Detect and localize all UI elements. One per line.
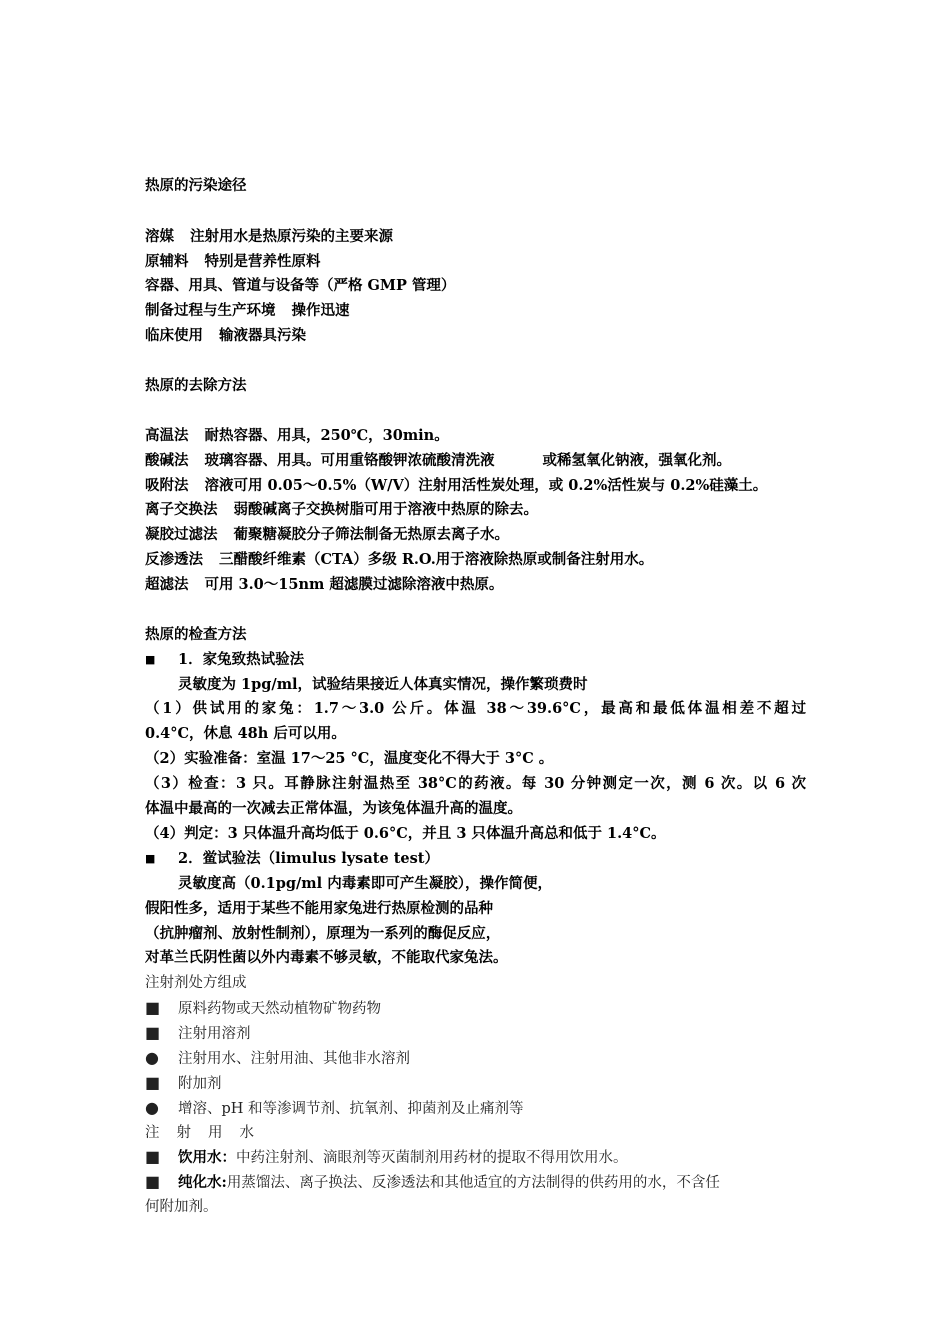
item-desc: 操作迅速	[291, 302, 350, 319]
rabbit-line: 灵敏度为 1pg/ml，试验结果接近人体真实情况，操作繁琐费时	[178, 676, 588, 693]
water-item-continuation: 何附加剂。	[145, 1199, 218, 1215]
rabbit-test-heading	[145, 651, 304, 669]
water-item-desc: 中药注射剂、滴眼剂等灭菌制剂用药材的提取不得用饮用水。	[236, 1150, 628, 1166]
removal-item	[145, 427, 449, 445]
circle-bullet-icon: ●	[145, 1098, 159, 1117]
item-term: 溶媒	[145, 228, 174, 245]
section-title-testing: 热原的检查方法	[145, 626, 247, 643]
water-item	[145, 1173, 720, 1192]
item-term: 超滤法	[145, 576, 189, 593]
square-bullet-icon: ■	[145, 1073, 161, 1092]
item-term: 反渗透法	[145, 551, 203, 568]
square-bullet-icon: ■	[145, 653, 156, 666]
item-desc: 溶液可用 0.05～0.5%（W/V）注射用活性炭处理，或 0.2%活性炭与 0.2%硅藻土。	[204, 477, 768, 494]
item-desc: 注射用水是热原污染的主要来源	[190, 228, 393, 245]
item-desc: 弱酸碱离子交换树脂可用于溶液中热原的除去。	[233, 501, 538, 518]
contamination-item	[145, 277, 455, 295]
formulation-item	[145, 1099, 524, 1118]
section-title-contamination: 热原的污染途径	[145, 177, 247, 194]
rabbit-heading-text: 1．家兔致热试验法	[178, 651, 305, 668]
formulation-item-text: 注射用水、注射用油、其他非水溶剂	[178, 1051, 410, 1067]
item-desc: 玻璃容器、用具。可用重铬酸钾浓硫酸清洗液	[204, 452, 495, 469]
circle-bullet-icon: ●	[145, 1048, 159, 1067]
item-term: 吸附法	[145, 477, 189, 494]
removal-item	[145, 576, 503, 594]
rabbit-line: 体温中最高的一次减去正常体温，为该兔体温升高的温度。	[145, 800, 522, 817]
formulation-item-text: 原料药物或天然动植物矿物药物	[178, 1001, 381, 1017]
square-bullet-icon: ■	[145, 998, 161, 1017]
removal-item	[145, 526, 509, 544]
item-term: 高温法	[145, 427, 189, 444]
rabbit-line: （1）供试用的家兔：1.7～3.0 公斤。体温 38～39.6°C，最高和最低体温相差不超过	[145, 700, 806, 717]
contamination-item	[145, 302, 350, 320]
section-title-water: 注射用水	[145, 1125, 271, 1141]
square-bullet-icon: ■	[145, 1172, 161, 1191]
water-item-term: 饮用水：	[178, 1149, 236, 1166]
item-term: 离子交换法	[145, 501, 218, 518]
contamination-item	[145, 253, 321, 271]
square-bullet-icon: ■	[145, 1147, 161, 1166]
item-term: 凝胶过滤法	[145, 526, 218, 543]
limulus-line: （抗肿瘤剂、放射性制剂），原理为一系列的酶促反应，	[145, 925, 501, 942]
rabbit-line: （4）判定：3 只体温升高均低于 0.6°C，并且 3 只体温升高总和低于 1.4°C。	[145, 825, 666, 842]
item-desc: 葡聚糖凝胶分子筛法制备无热原去离子水。	[233, 526, 509, 543]
rabbit-line: （3）检查：3 只。耳静脉注射温热至 38°C的药液。每 30 分钟测定一次，测 6 次。以 6 次	[145, 775, 806, 792]
contamination-item	[145, 228, 393, 246]
formulation-item	[145, 999, 381, 1018]
section-title-removal: 热原的去除方法	[145, 377, 247, 394]
item-desc: 输液器具污染	[219, 327, 306, 344]
item-desc: 容器、用具、管道与设备等（严格 GMP 管理）	[145, 277, 456, 294]
limulus-test-heading	[145, 850, 439, 868]
limulus-line: 灵敏度高（0.1pg/ml 内毒素即可产生凝胶），操作简便，	[178, 875, 552, 892]
removal-item	[145, 501, 538, 519]
item-term: 临床使用	[145, 327, 203, 344]
removal-item	[145, 477, 767, 495]
item-term: 酸碱法	[145, 452, 189, 469]
limulus-heading-text: 2．鲎试验法（limulus lysate test）	[178, 850, 439, 867]
item-desc: 特别是营养性原料	[204, 253, 321, 270]
item-term: 原辅料	[145, 253, 189, 270]
item-desc: 可用 3.0～15nm 超滤膜过滤除溶液中热原。	[204, 576, 504, 593]
limulus-line: 假阳性多，适用于某些不能用家兔进行热原检测的品种	[145, 900, 493, 917]
formulation-item	[145, 1024, 251, 1043]
limulus-line: 对革兰氏阴性菌以外内毒素不够灵敏，不能取代家兔法。	[145, 949, 508, 966]
removal-item	[145, 551, 653, 569]
water-item-desc: 用蒸馏法、离子换法、反渗透法和其他适宜的方法制得的供药用的水，不含任	[226, 1175, 720, 1191]
water-item	[145, 1148, 628, 1167]
item-desc: 耐热容器、用具，250℃，30min。	[204, 427, 449, 444]
rabbit-line: （2）实验准备：室温 17～25 °C，温度变化不得大于 3°C 。	[145, 750, 554, 767]
water-item-term: 纯化水:	[178, 1174, 227, 1191]
formulation-item-text: 注射用溶剂	[178, 1026, 251, 1042]
rabbit-line: 0.4°C，休息 48h 后可以用。	[145, 725, 346, 742]
section-title-formulation: 注射剂处方组成	[145, 975, 247, 991]
formulation-item	[145, 1074, 222, 1093]
formulation-item-text: 增溶、pH 和等渗调节剂、抗氧剂、抑菌剂及止痛剂等	[178, 1101, 524, 1117]
contamination-item	[145, 327, 306, 345]
item-desc-cont: 或稀氢氧化钠液，强氧化剂。	[542, 452, 731, 469]
square-bullet-icon: ■	[145, 852, 156, 865]
removal-item	[145, 452, 731, 470]
item-term: 制备过程与生产环境	[145, 302, 276, 319]
formulation-item-text: 附加剂	[178, 1076, 222, 1092]
square-bullet-icon: ■	[145, 1023, 161, 1042]
item-desc: 三醋酸纤维素（CTA）多级 R.O.用于溶液除热原或制备注射用水。	[219, 551, 654, 568]
formulation-item	[145, 1049, 410, 1068]
